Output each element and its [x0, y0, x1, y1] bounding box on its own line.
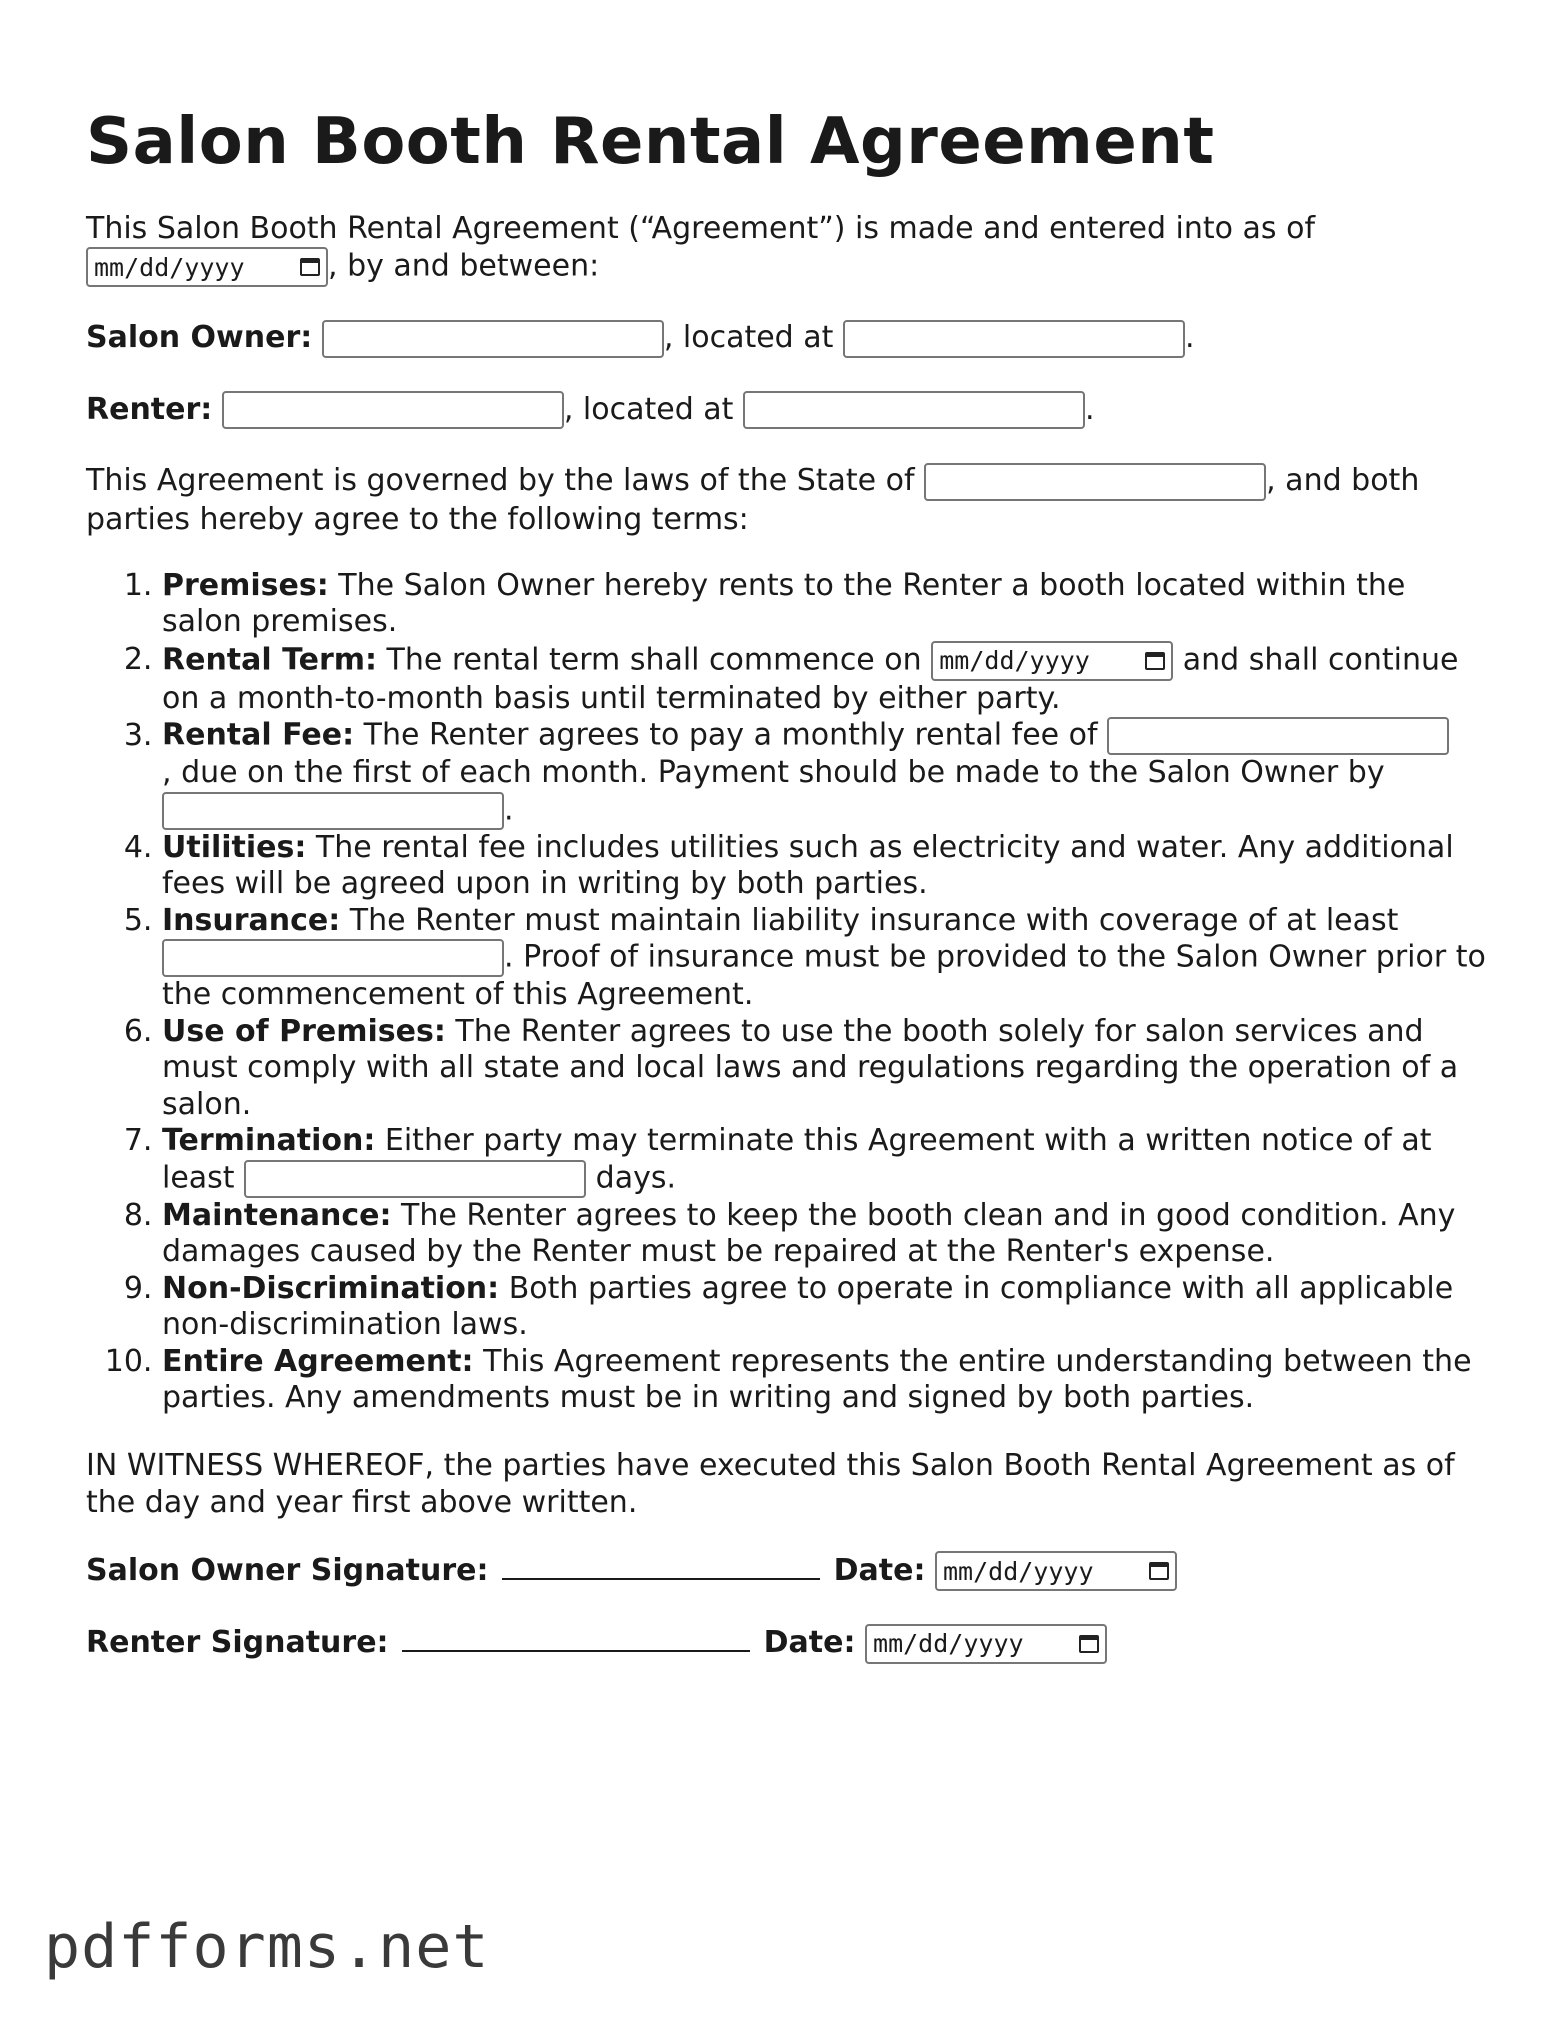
renter-line [86, 391, 1486, 430]
term-non-discrimination [162, 1271, 1486, 1344]
notice-days-input[interactable] [244, 1160, 586, 1198]
term-heading: Insurance: [162, 902, 341, 938]
term-use-of-premises [162, 1014, 1486, 1124]
renter-signature-label: Renter Signature: [86, 1625, 389, 1660]
owner-name-input[interactable] [322, 320, 664, 358]
term-text: Both parties agree to operate in compliance with all applicable non-discrimination laws. [162, 1270, 1454, 1342]
term-heading: Rental Term: [162, 642, 377, 677]
term-text: days. [586, 1160, 677, 1195]
renter-label: Renter: [86, 391, 213, 427]
date-placeholder: mm/dd/yyyy [943, 1556, 1094, 1586]
term-text: The rental fee includes utilities such as electricity and water. Any additional fees will be agreed upon in writing by both parties. [162, 829, 1454, 901]
term-text: The rental term shall commence on [377, 642, 922, 677]
intro-text-end: , by and between: [328, 248, 600, 284]
renter-address-input[interactable] [743, 391, 1085, 429]
owner-signature-line [86, 1551, 1486, 1592]
owner-address-input[interactable] [843, 320, 1185, 358]
term-heading: Maintenance: [162, 1197, 392, 1233]
renter-signature-field[interactable] [402, 1624, 750, 1652]
owner-signature-date-input[interactable] [935, 1551, 1177, 1591]
renter-period: . [1084, 391, 1095, 427]
term-text: The Renter agrees to use the booth solely for salon services and must comply with all state and local laws and regulations regarding the operation of a salon. [162, 1013, 1459, 1122]
term-text: This Agreement represents the entire understanding between the parties. Any amendments must be in writing and signed by both parties. [162, 1343, 1472, 1415]
term-heading: Utilities: [162, 829, 307, 865]
date-placeholder: mm/dd/yyyy [94, 252, 245, 282]
owner-line [86, 319, 1486, 358]
owner-signature-field[interactable] [502, 1552, 820, 1580]
calendar-icon[interactable] [1145, 652, 1165, 670]
term-text: The Renter must maintain liability insurance with coverage of at least [340, 902, 1399, 938]
term-text: and shall continue on a month-to-month basis until terminated by either party. [162, 642, 1459, 716]
renter-signature-date-input[interactable] [865, 1624, 1107, 1664]
document [86, 102, 1486, 1696]
witness-paragraph: IN WITNESS WHEREOF, the parties have executed this Salon Booth Rental Agreement as of the day and year first above written. [86, 1447, 1455, 1520]
terms-list [86, 568, 1486, 1417]
govern-text-end: , and both parties hereby agree to the following terms: [86, 463, 1420, 537]
term-maintenance [162, 1198, 1486, 1271]
term-text: . [504, 792, 514, 827]
term-utilities [162, 830, 1486, 903]
term-heading: Termination: [162, 1123, 376, 1158]
term-text: . Proof of insurance must be provided to the Salon Owner prior to the commencement of this Agreement. [162, 939, 1486, 1012]
calendar-icon[interactable] [1149, 1562, 1169, 1580]
owner-located-text: , located at [663, 320, 834, 355]
governing-law-paragraph [86, 462, 1486, 538]
term-heading: Non-Discrimination: [162, 1270, 500, 1306]
renter-signature-line [86, 1623, 1486, 1664]
insurance-coverage-input[interactable] [162, 939, 504, 977]
term-entire-agreement [162, 1344, 1486, 1417]
owner-signature-label: Salon Owner Signature: [86, 1552, 489, 1588]
calendar-icon[interactable] [300, 258, 320, 276]
term-heading: Entire Agreement: [162, 1343, 474, 1379]
date-label: Date: [833, 1552, 926, 1588]
term-termination [162, 1123, 1486, 1198]
term-heading: Premises: [162, 567, 329, 603]
agreement-date-input[interactable] [86, 247, 328, 287]
date-placeholder: mm/dd/yyyy [939, 646, 1090, 675]
renter-located-text: , located at [563, 391, 734, 427]
owner-period: . [1184, 320, 1195, 355]
document-title: Salon Booth Rental Agreement [86, 105, 1215, 179]
term-text: , due on the first of each month. Payment should be made to the Salon Owner by [162, 755, 1385, 790]
commence-date-input[interactable] [931, 641, 1173, 681]
renter-name-input[interactable] [222, 391, 564, 429]
intro-paragraph [86, 210, 1486, 287]
term-text: Either party may terminate this Agreement with a written notice of at least [162, 1123, 1432, 1195]
state-input[interactable] [924, 463, 1266, 501]
term-text: The Renter agrees to pay a monthly rental fee of [354, 717, 1098, 753]
date-label: Date: [763, 1625, 856, 1660]
calendar-icon[interactable] [1079, 1635, 1099, 1653]
term-rental-fee [162, 717, 1486, 830]
govern-text: This Agreement is governed by the laws of the State of [86, 463, 915, 498]
term-heading: Use of Premises: [162, 1013, 446, 1049]
term-rental-term [162, 641, 1486, 718]
term-premises [162, 568, 1486, 641]
term-heading: Rental Fee: [162, 717, 355, 753]
term-insurance [162, 903, 1486, 1014]
date-placeholder: mm/dd/yyyy [873, 1629, 1024, 1658]
term-text: The Salon Owner hereby rents to the Renter a booth located within the salon premises. [162, 567, 1406, 639]
term-text: The Renter agrees to keep the booth clean and in good condition. Any damages caused by the Renter must be repaired at the Renter's expense. [162, 1197, 1456, 1269]
intro-text: This Salon Booth Rental Agreement (“Agreement”) is made and entered into as of [86, 211, 1316, 246]
payment-method-input[interactable] [162, 792, 504, 830]
footer-watermark: pdfforms.net [44, 1912, 490, 1982]
rental-fee-input[interactable] [1107, 717, 1449, 755]
owner-label: Salon Owner: [86, 320, 313, 355]
